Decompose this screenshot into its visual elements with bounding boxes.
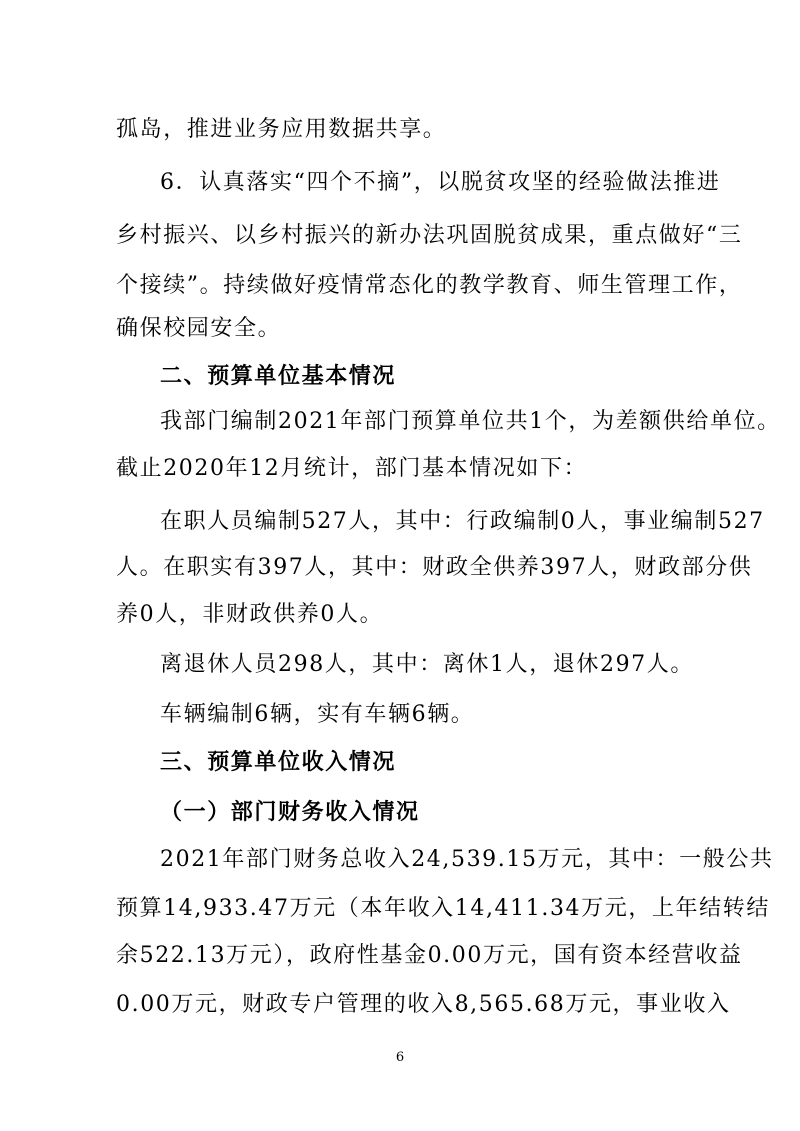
body-text-line: 截止2020年12月统计，部门基本情况如下： bbox=[116, 456, 588, 481]
body-text-line: 预算14,933.47万元（本年收入14,411.34万元，上年结转结 bbox=[116, 896, 770, 921]
body-text-line: 离退休人员298人，其中：离休1人，退休297人。 bbox=[160, 652, 694, 677]
body-text-line: 人。在职实有397人，其中：财政全供养397人，财政部分供 bbox=[116, 555, 753, 580]
body-text-line: 确保校园安全。 bbox=[116, 316, 282, 341]
body-text-line: 余522.13万元），政府性基金0.00万元，国有资本经营收益 bbox=[116, 943, 743, 968]
body-text-line: 车辆编制6辆，实有车辆6辆。 bbox=[160, 702, 475, 727]
body-text-line: 孤岛，推进业务应用数据共享。 bbox=[116, 117, 447, 142]
body-text-line: 养0人，非财政供养0人。 bbox=[116, 602, 384, 627]
section-heading: 二、预算单位基本情况 bbox=[160, 363, 397, 389]
body-text-line: 个接续”。持续做好疫情常态化的教学教育、师生管理工作， bbox=[116, 273, 743, 298]
body-text-line: 我部门编制2021年部门预算单位共1个，为差额供给单位。 bbox=[160, 409, 781, 434]
body-text-line: 在职人员编制527人，其中：行政编制0人，事业编制527 bbox=[160, 509, 765, 534]
page-number: 6 bbox=[395, 1050, 405, 1065]
body-text-line: 6．认真落实“四个不摘”，以脱贫攻坚的经验做法推进 bbox=[160, 170, 721, 195]
body-text-line: 乡村振兴、以乡村振兴的新办法巩固脱贫成果，重点做好“三 bbox=[116, 223, 743, 248]
body-text-line: 2021年部门财务总收入24,539.15万元，其中：一般公共 bbox=[160, 847, 774, 872]
section-heading: 三、预算单位收入情况 bbox=[160, 749, 397, 775]
body-text-line: 0.00万元，财政专户管理的收入8,565.68万元，事业收入 bbox=[116, 992, 731, 1017]
subsection-heading: （一）部门财务收入情况 bbox=[160, 799, 420, 825]
